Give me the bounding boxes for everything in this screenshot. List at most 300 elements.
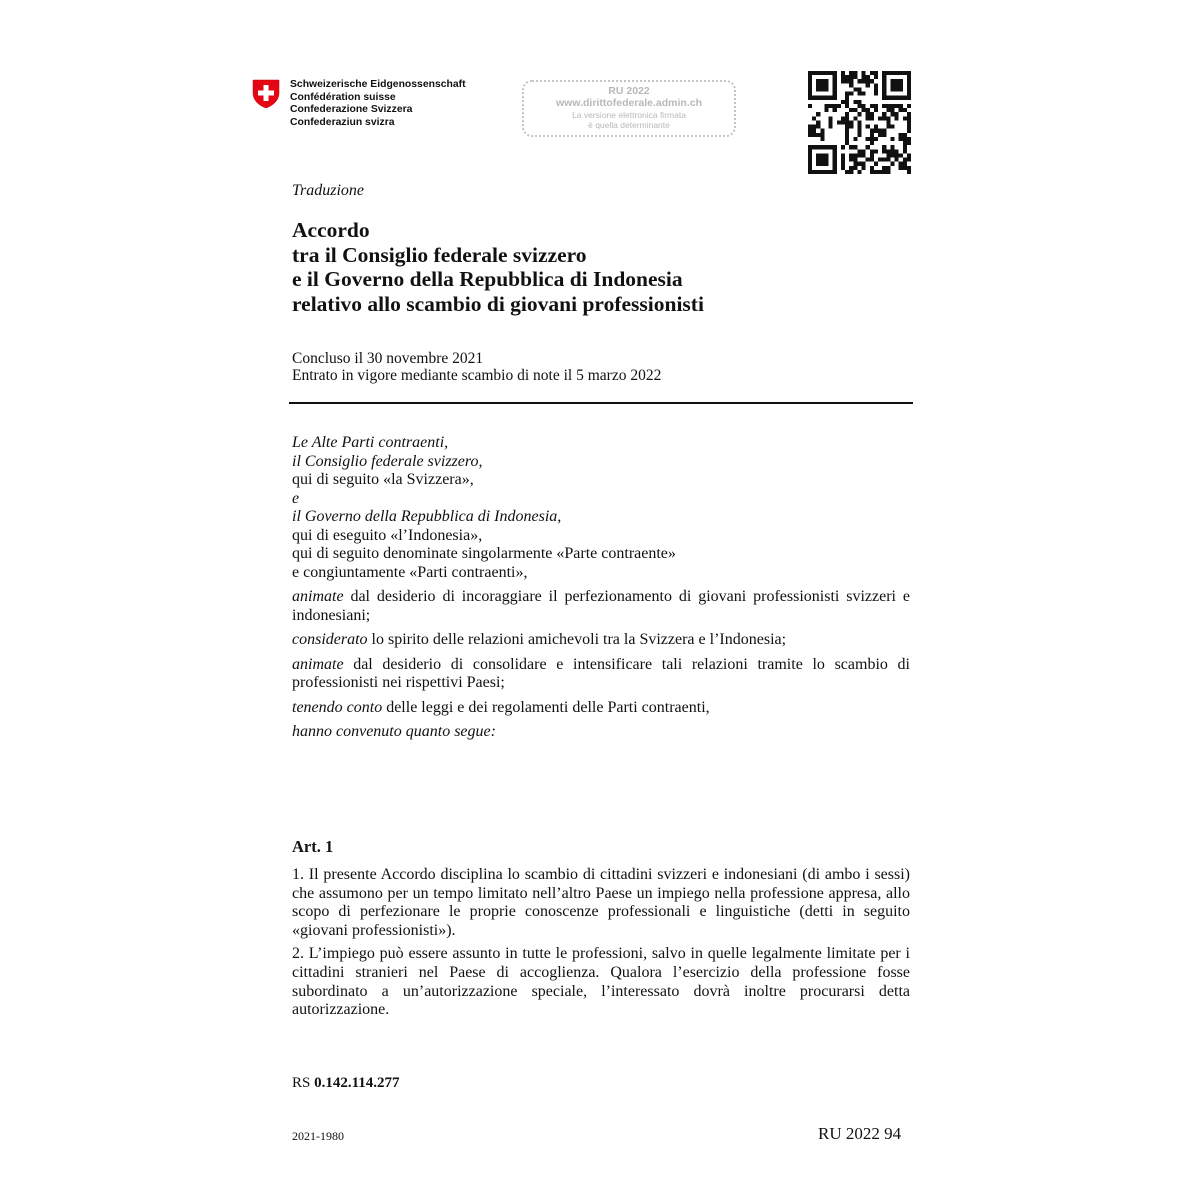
preamble-lead: considerato (292, 631, 368, 648)
qr-module (903, 141, 907, 145)
qr-module (866, 125, 870, 129)
qr-module (886, 96, 890, 100)
qr-module (895, 149, 899, 153)
qr-module (903, 158, 907, 162)
qr-module (845, 133, 849, 137)
qr-module (903, 149, 907, 153)
qr-module (862, 166, 866, 170)
qr-module (907, 158, 911, 162)
qr-module (812, 125, 816, 129)
qr-module (862, 79, 866, 83)
qr-module (857, 153, 861, 157)
qr-module (812, 145, 816, 149)
qr-module (899, 137, 903, 141)
qr-module (808, 104, 812, 108)
qr-module (816, 120, 820, 124)
qr-module (882, 166, 886, 170)
qr-module (857, 129, 861, 133)
preamble-line: il Governo della Repubblica di Indonesia, (292, 508, 562, 525)
qr-module (857, 87, 861, 91)
horizontal-rule (289, 402, 913, 404)
qr-module (808, 145, 812, 149)
qr-module (841, 120, 845, 124)
qr-module (816, 87, 820, 91)
qr-module (829, 116, 833, 120)
confederation-name-de: Schweizerische Eidgenossenschaft (290, 79, 466, 90)
qr-module (808, 149, 812, 153)
qr-module (841, 100, 845, 104)
qr-module (808, 133, 812, 137)
qr-module (886, 158, 890, 162)
qr-module (833, 104, 837, 108)
qr-module (849, 75, 853, 79)
qr-module (849, 108, 853, 112)
qr-module (862, 104, 866, 108)
document-number: 2021-1980 (292, 1129, 344, 1143)
qr-module (870, 137, 874, 141)
qr-module (833, 75, 837, 79)
qr-module (903, 71, 907, 75)
qr-module (903, 166, 907, 170)
qr-module (903, 108, 907, 112)
qr-module (816, 79, 820, 83)
qr-module (853, 108, 857, 112)
qr-module (899, 108, 903, 112)
qr-module (820, 170, 824, 174)
qr-module (808, 129, 812, 133)
qr-module (829, 96, 833, 100)
qr-module (874, 83, 878, 87)
qr-module (895, 71, 899, 75)
qr-module (808, 153, 812, 157)
qr-module (866, 158, 870, 162)
qr-module (829, 104, 833, 108)
qr-module (837, 104, 841, 108)
preamble-line: qui di seguito denominate singolarmente «Parte contraente» (292, 545, 676, 562)
qr-module (816, 125, 820, 129)
qr-module (878, 170, 882, 174)
qr-module (862, 75, 866, 79)
translation-label: Traduzione (292, 182, 365, 199)
qr-module (849, 125, 853, 129)
qr-module (849, 71, 853, 75)
qr-module (899, 162, 903, 166)
qr-module (849, 158, 853, 162)
qr-module (862, 149, 866, 153)
qr-module (824, 108, 828, 112)
qr-module (907, 166, 911, 170)
qr-code-icon[interactable] (808, 71, 911, 174)
qr-module (890, 104, 894, 108)
qr-module (866, 145, 870, 149)
qr-module (833, 153, 837, 157)
qr-module (820, 153, 824, 157)
qr-module (824, 162, 828, 166)
qr-module (890, 153, 894, 157)
qr-module (853, 153, 857, 157)
confederation-names (290, 79, 466, 129)
qr-module (816, 170, 820, 174)
qr-module (824, 158, 828, 162)
qr-module (853, 116, 857, 120)
qr-module (870, 133, 874, 137)
qr-module (820, 83, 824, 87)
qr-module (816, 112, 820, 116)
qr-module (862, 71, 866, 75)
preamble-line: e (292, 489, 300, 507)
qr-module (882, 133, 886, 137)
qr-module (841, 153, 845, 157)
qr-module (895, 96, 899, 100)
qr-module (878, 158, 882, 162)
qr-module (808, 71, 812, 75)
qr-module (907, 116, 911, 120)
qr-module (820, 133, 824, 137)
qr-module (870, 104, 874, 108)
qr-module (833, 92, 837, 96)
qr-module (808, 162, 812, 166)
qr-module (890, 112, 894, 116)
qr-module (857, 162, 861, 166)
qr-module (820, 145, 824, 149)
qr-module (866, 112, 870, 116)
preamble-paragraph (292, 699, 910, 718)
qr-module (820, 137, 824, 141)
preamble-line: Le Alte Parti contraenti, (292, 434, 449, 451)
qr-module (845, 170, 849, 174)
confederation-name-fr: Confédération suisse (290, 91, 396, 103)
qr-module (895, 83, 899, 87)
qr-module (833, 83, 837, 87)
preamble-paragraph (292, 631, 910, 650)
qr-module (903, 162, 907, 166)
qr-module (808, 96, 812, 100)
qr-module (866, 108, 870, 112)
qr-module (907, 71, 911, 75)
qr-module (870, 166, 874, 170)
preamble-line: e congiuntamente «Parti contraenti», (292, 563, 528, 581)
qr-module (857, 125, 861, 129)
qr-module (816, 133, 820, 137)
qr-module (899, 71, 903, 75)
preamble-paragraph (292, 656, 910, 693)
qr-module (857, 133, 861, 137)
stamp-ru: RU 2022 (608, 85, 650, 97)
qr-module (820, 162, 824, 166)
qr-module (866, 83, 870, 87)
qr-module (816, 96, 820, 100)
qr-module (820, 129, 824, 133)
qr-module (899, 87, 903, 91)
qr-module (907, 87, 911, 91)
qr-module (808, 87, 812, 91)
qr-module (874, 104, 878, 108)
qr-module (907, 129, 911, 133)
qr-module (833, 162, 837, 166)
qr-module (907, 141, 911, 145)
qr-module (870, 149, 874, 153)
qr-module (866, 75, 870, 79)
qr-module (849, 83, 853, 87)
qr-module (845, 137, 849, 141)
qr-module (808, 125, 812, 129)
qr-module (882, 116, 886, 120)
qr-module (845, 79, 849, 83)
qr-module (857, 100, 861, 104)
qr-module (820, 87, 824, 91)
qr-module (886, 108, 890, 112)
qr-module (833, 166, 837, 170)
qr-module (907, 125, 911, 129)
qr-module (841, 158, 845, 162)
qr-module (882, 87, 886, 91)
qr-module (829, 170, 833, 174)
qr-module (808, 92, 812, 96)
qr-module (857, 92, 861, 96)
qr-module (882, 145, 886, 149)
qr-module (853, 137, 857, 141)
qr-module (841, 166, 845, 170)
qr-module (907, 96, 911, 100)
qr-module (841, 79, 845, 83)
qr-module (899, 133, 903, 137)
qr-module (833, 158, 837, 162)
title-line-1: Accordo (292, 218, 370, 242)
qr-module (895, 116, 899, 120)
preamble-closing: hanno convenuto quanto segue: (292, 723, 496, 740)
qr-module (874, 129, 878, 133)
qr-module (862, 162, 866, 166)
qr-module (808, 170, 812, 174)
ru-page-reference: RU 2022 94 (818, 1124, 902, 1143)
qr-module (874, 92, 878, 96)
title-line-2: tra il Consiglio federale svizzero (292, 242, 587, 267)
qr-module (907, 120, 911, 124)
qr-module (882, 92, 886, 96)
qr-module (866, 116, 870, 120)
qr-module (907, 79, 911, 83)
qr-module (849, 92, 853, 96)
document-title (292, 218, 704, 316)
qr-module (886, 116, 890, 120)
qr-module (824, 71, 828, 75)
qr-module (874, 149, 878, 153)
qr-module (833, 96, 837, 100)
qr-module (845, 104, 849, 108)
qr-module (874, 162, 878, 166)
qr-module (816, 83, 820, 87)
qr-module (845, 116, 849, 120)
qr-module (862, 108, 866, 112)
title-line-3: e il Governo della Repubblica di Indonesia (292, 267, 683, 291)
qr-module (824, 153, 828, 157)
qr-module (853, 75, 857, 79)
qr-module (890, 162, 894, 166)
qr-module (820, 96, 824, 100)
qr-module (874, 170, 878, 174)
qr-module (857, 79, 861, 83)
qr-module (820, 71, 824, 75)
qr-module (849, 166, 853, 170)
qr-module (886, 149, 890, 153)
qr-module (845, 120, 849, 124)
qr-module (870, 71, 874, 75)
preamble-text: delle leggi e dei regolamenti delle Parti contraenti, (382, 698, 710, 716)
qr-module (870, 158, 874, 162)
qr-module (874, 125, 878, 129)
qr-module (907, 170, 911, 174)
qr-module (845, 141, 849, 145)
qr-module (886, 120, 890, 124)
qr-module (845, 92, 849, 96)
qr-module (878, 129, 882, 133)
qr-module (903, 116, 907, 120)
qr-module (824, 83, 828, 87)
qr-module (882, 83, 886, 87)
qr-module (808, 75, 812, 79)
qr-module (841, 75, 845, 79)
qr-module (866, 137, 870, 141)
qr-module (907, 137, 911, 141)
document-dates (292, 350, 661, 384)
qr-module (882, 149, 886, 153)
qr-module (824, 79, 828, 83)
qr-module (812, 133, 816, 137)
qr-module (874, 75, 878, 79)
qr-module (903, 145, 907, 149)
qr-module (866, 79, 870, 83)
qr-module (808, 83, 812, 87)
qr-module (829, 125, 833, 129)
qr-module (849, 170, 853, 174)
qr-module (886, 170, 890, 174)
article-1-paragraph-1: 1. Il presente Accordo disciplina lo scambio di cittadini svizzeri e indonesiani (di ambo i sessi) che assumono per un tempo limitato nell’altro Paese un impiego nella professione appresa, allo scopo di perfezionare le proprie conoscenze professionali e linguistiche (detti in seguito «giovani professionisti»). (292, 866, 910, 939)
in-force-date: Entrato in vigore mediante scambio di note il 5 marzo 2022 (292, 367, 662, 384)
qr-module (886, 125, 890, 129)
qr-module (824, 87, 828, 91)
qr-module (853, 158, 857, 162)
qr-module (829, 145, 833, 149)
qr-module (895, 112, 899, 116)
qr-module (890, 71, 894, 75)
qr-module (899, 96, 903, 100)
qr-module (824, 170, 828, 174)
qr-module (829, 71, 833, 75)
qr-module (878, 116, 882, 120)
qr-module (895, 158, 899, 162)
qr-module (903, 133, 907, 137)
preamble-line: il Consiglio federale svizzero, (292, 452, 483, 470)
preamble-lead: animate (292, 655, 344, 673)
preamble-lead: tenendo conto (292, 698, 383, 716)
qr-module (886, 71, 890, 75)
qr-module (833, 170, 837, 174)
qr-module (845, 129, 849, 133)
qr-module (837, 120, 841, 124)
official-publication-stamp (522, 80, 736, 137)
qr-module (870, 141, 874, 145)
preamble-text: dal desiderio di incoraggiare il perfezionamento di giovani professionisti svizzeri e indonesiani; (292, 588, 910, 624)
qr-module (845, 125, 849, 129)
qr-module (890, 87, 894, 91)
qr-module (812, 170, 816, 174)
qr-module (895, 153, 899, 157)
qr-module (882, 170, 886, 174)
qr-module (808, 79, 812, 83)
qr-module (808, 166, 812, 170)
qr-module (862, 153, 866, 157)
qr-module (833, 71, 837, 75)
qr-module (853, 162, 857, 166)
qr-module (870, 170, 874, 174)
qr-module (853, 71, 857, 75)
qr-module (874, 71, 878, 75)
qr-module (849, 120, 853, 124)
qr-module (870, 79, 874, 83)
qr-module (882, 79, 886, 83)
qr-module (886, 166, 890, 170)
qr-module (812, 96, 816, 100)
qr-module (886, 104, 890, 108)
qr-module (824, 96, 828, 100)
qr-module (882, 71, 886, 75)
qr-module (812, 71, 816, 75)
qr-module (907, 75, 911, 79)
qr-module (890, 149, 894, 153)
qr-module (882, 129, 886, 133)
qr-module (820, 79, 824, 83)
qr-module (853, 100, 857, 104)
qr-module (907, 83, 911, 87)
qr-module (882, 75, 886, 79)
qr-module (882, 104, 886, 108)
qr-module (845, 75, 849, 79)
preamble-text: dal desiderio di consolidare e intensificare tali relazioni tramite lo scambio di professionisti nei rispettivi Paesi; (292, 655, 910, 691)
qr-module (853, 145, 857, 149)
preamble (292, 434, 910, 742)
qr-module (907, 153, 911, 157)
qr-module (870, 153, 874, 157)
article-1-body (292, 866, 910, 1025)
qr-module (816, 145, 820, 149)
qr-module (899, 83, 903, 87)
qr-module (870, 129, 874, 133)
qr-module (808, 158, 812, 162)
qr-module (849, 153, 853, 157)
qr-module (895, 79, 899, 83)
qr-module (890, 108, 894, 112)
qr-module (862, 92, 866, 96)
rs-label: RS (292, 1075, 315, 1091)
qr-module (907, 112, 911, 116)
qr-module (895, 104, 899, 108)
qr-module (841, 162, 845, 166)
qr-module (857, 112, 861, 116)
qr-module (816, 162, 820, 166)
preamble-line: qui di seguito «la Svizzera», (292, 471, 474, 488)
qr-module (824, 104, 828, 108)
qr-module (899, 79, 903, 83)
qr-module (841, 145, 845, 149)
article-1-heading: Art. 1 (292, 837, 334, 856)
qr-module (882, 112, 886, 116)
qr-module (853, 166, 857, 170)
qr-module (882, 96, 886, 100)
qr-module (903, 137, 907, 141)
qr-module (899, 166, 903, 170)
confederation-name-it: Confederazione Svizzera (290, 104, 413, 116)
qr-module (890, 79, 894, 83)
